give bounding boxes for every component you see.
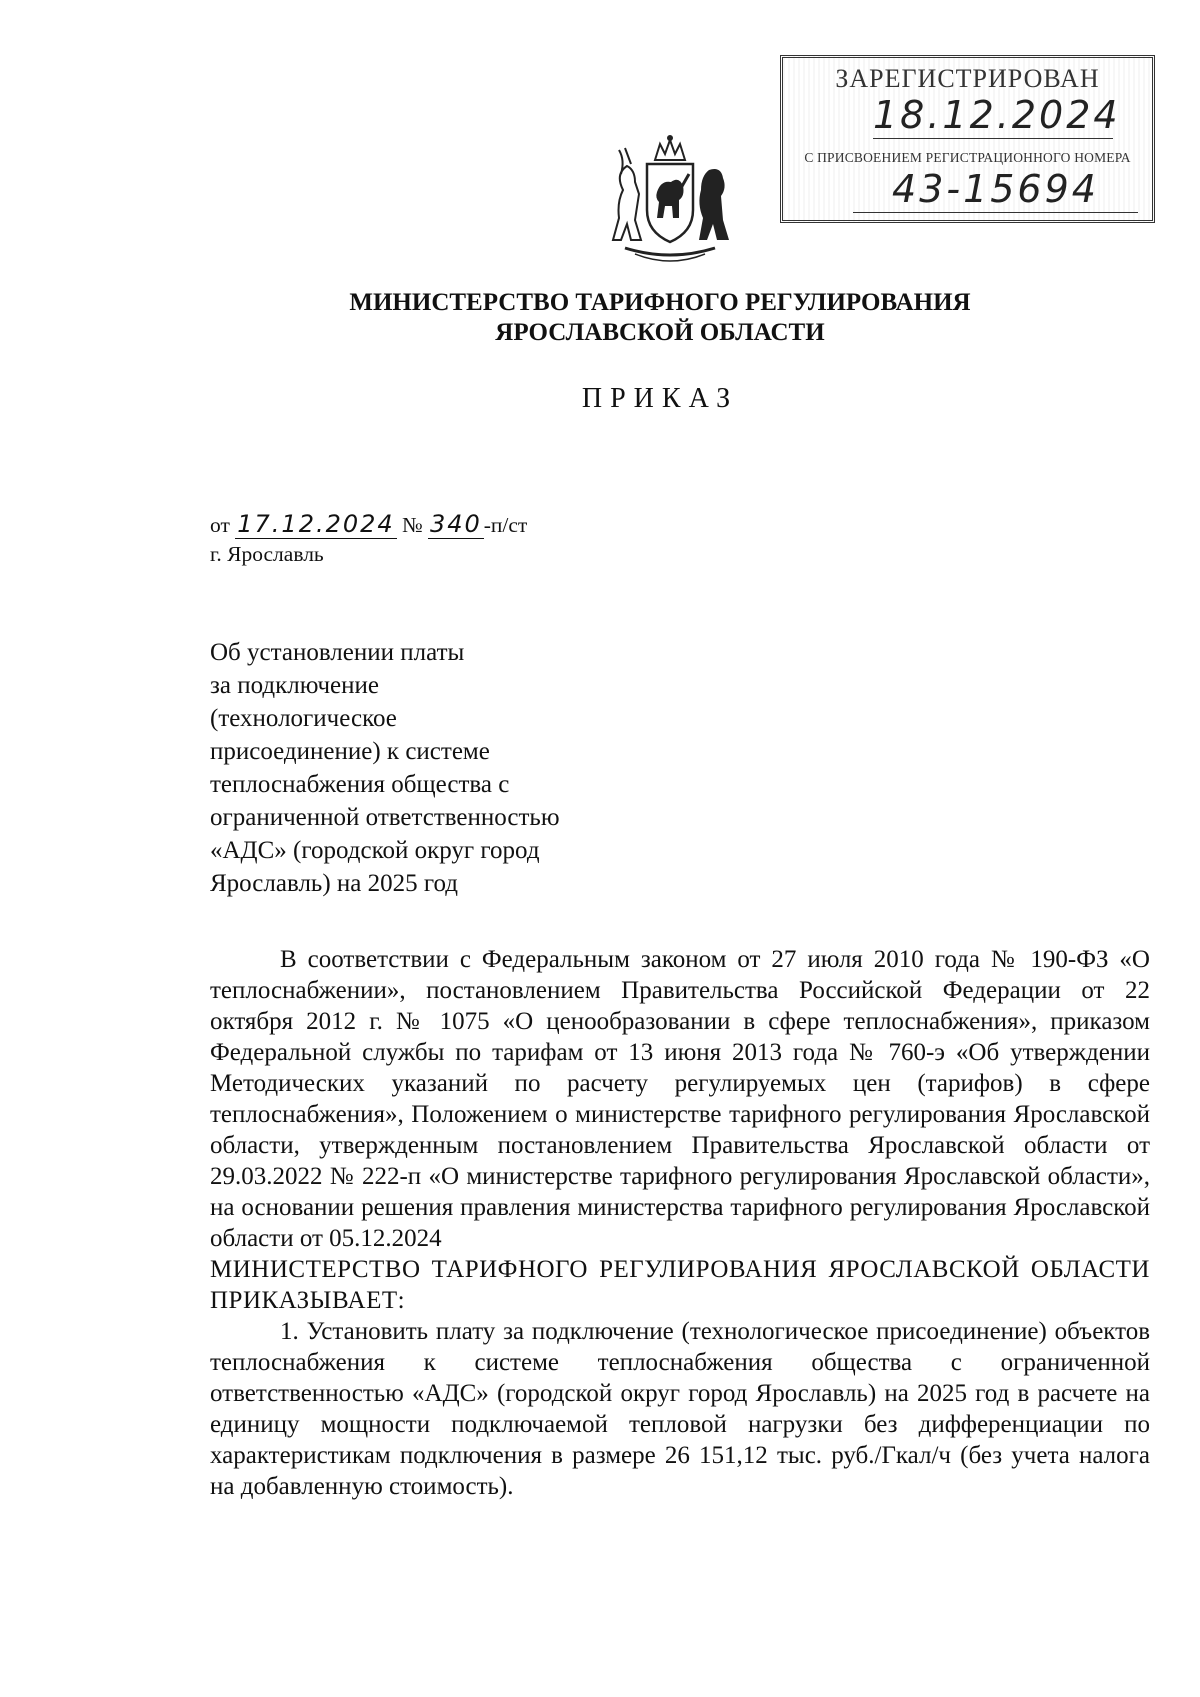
document-type: ПРИКАЗ (581, 383, 739, 414)
ministry-line-2: ЯРОСЛАВСКОЙ ОБЛАСТИ (495, 319, 825, 346)
subject-line: (технологическое (210, 705, 397, 732)
ministry-name (300, 288, 1020, 348)
registration-stamp (780, 55, 1155, 223)
order-number: 340 (429, 510, 482, 538)
order-date-number-line (210, 510, 527, 538)
subject-line: Ярославль) на 2025 год (210, 870, 458, 897)
subject-line: теплоснабжения общества с (210, 771, 510, 798)
stamp-date: 18.12.2024 (873, 93, 1121, 137)
stamp-title: ЗАРЕГИСТРИРОВАН (835, 64, 1100, 93)
subject-line: присоединение) к системе (210, 738, 490, 765)
subject-line: за подключение (210, 672, 379, 699)
directive-paragraph: МИНИСТЕРСТВО ТАРИФНОГО РЕГУЛИРОВАНИЯ ЯРОСЛАВСКОЙ ОБЛАСТИ ПРИКАЗЫВАЕТ: (210, 1256, 1150, 1314)
item-1-paragraph: 1. Установить плату за подключение (технологическое присоединение) объектов теплоснабжения к системе теплоснабжения общества с ограниченной ответственностью «АДС» (городской округ город Ярославль) на 2025 год в расчете на единицу мощности подключаемой тепловой нагрузки без дифференциации по характеристикам подключения в размере 26 151,12 тыс. руб./Гкал/ч (без учета налога на добавленную стоимость). (210, 1318, 1150, 1500)
order-city: г. Ярославль (210, 542, 324, 566)
order-body (210, 944, 1150, 1502)
preamble-paragraph: В соответствии с Федеральным законом от 27 июля 2010 года № 190-ФЗ «О теплоснабжении», постановлением Правительства Российской Федерации от 22 октября 2012 г. № 1075 «О ценообразовании в сфере теплоснабжения», приказом Федеральной службы по тарифам от 13 июня 2013 года № 760-э «Об утверждении Методических указаний по расчету регулируемых цен (тарифов) в сфере теплоснабжения», Положением о министерстве тарифного регулирования Ярославской области, утвержденным постановлением Правительства Ярославской области от 29.03.2022 № 222-п «О министерстве тарифного регулирования Ярославской области», на основании решения правления министерства тарифного регулирования Ярославской области от 05.12.2024 (210, 946, 1150, 1252)
order-subject (210, 636, 630, 900)
stamp-subtitle: С ПРИСВОЕНИЕМ РЕГИСТРАЦИОННОГО НОМЕРА (804, 150, 1131, 165)
yaroslavl-coat-of-arms-icon (605, 130, 735, 270)
order-date: 17.12.2024 (237, 510, 395, 538)
stamp-registration-number: 43-15694 (853, 166, 1138, 213)
order-from-label: от (210, 513, 230, 537)
subject-line: «АДС» (городской округ город (210, 837, 540, 864)
subject-line: ограниченной ответственностью (210, 804, 560, 831)
order-number-suffix: -п/ст (483, 513, 528, 537)
subject-line: Об установлении платы (210, 639, 465, 666)
order-number-label: № (402, 513, 423, 537)
ministry-line-1: МИНИСТЕРСТВО ТАРИФНОГО РЕГУЛИРОВАНИЯ (349, 289, 971, 316)
